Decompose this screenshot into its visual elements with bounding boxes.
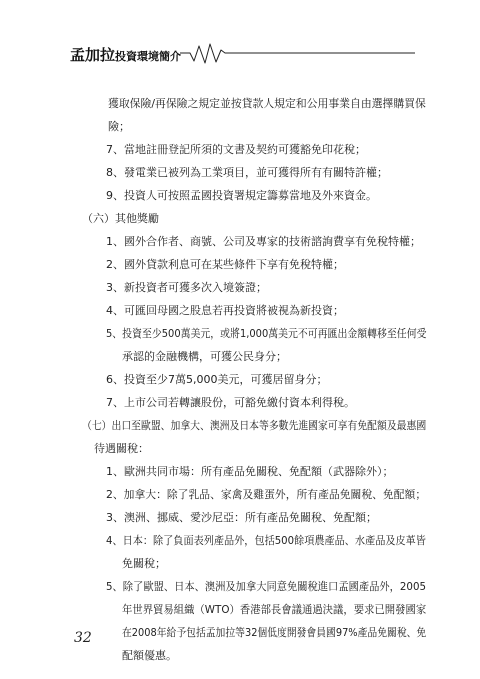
list-item-continuation: 年世界貿易組織（WTO）香港部長會議通過決議，要求已開發國家 bbox=[122, 603, 427, 616]
list-item: 8、發電業已被列為工業項目，並可獲得所有有關特許權； bbox=[106, 166, 388, 179]
text-line: 險； bbox=[108, 120, 130, 133]
list-item: 5、投資至少500萬美元，或將1,000萬美元不可再匯出金額轉移至任何受 bbox=[106, 327, 427, 340]
text-line: 獲取保險/再保險之規定並按貸款人規定和公用事業自由選擇購買保 bbox=[108, 97, 426, 110]
list-item: 1、歐洲共同市場：所有產品免關稅、免配額（武器除外）； bbox=[106, 465, 394, 478]
list-item-continuation: 承認的金融機構，可獲公民身分； bbox=[122, 350, 287, 363]
section-heading-continuation: 待遇關稅： bbox=[94, 442, 149, 455]
list-item: 2、加拿大：除了乳品、家禽及雞蛋外，所有產品免關稅、免配額； bbox=[106, 488, 427, 501]
section-heading: （七）出口至歐盟、加拿大、澳洲及日本等多數先進國家可享有免配額及最惠國 bbox=[82, 419, 427, 432]
pulse-line-decoration bbox=[180, 40, 415, 70]
list-item: 5、除了歐盟、日本、澳洲及加拿大同意免關稅進口孟國產品外，2005 bbox=[106, 580, 427, 593]
list-item: 9、投資人可按照孟國投資署規定籌募當地及外來資金。 bbox=[106, 189, 377, 202]
list-item: 4、可匯回母國之股息若再投資將被視為新投資； bbox=[106, 304, 344, 317]
running-title-main: 孟加拉 bbox=[70, 46, 116, 64]
list-item: 7、當地註冊登記所須的文書及契約可獲豁免印花稅； bbox=[106, 143, 366, 156]
list-item: 6、投資至少7萬5,000美元，可獲居留身分； bbox=[106, 373, 328, 386]
page-number: 32 bbox=[74, 630, 92, 646]
list-item: 2、國外貸款利息可在某些條件下享有免稅特權； bbox=[106, 258, 344, 271]
list-item: 4、日本：除了負面表列產品外，包括500餘項農產品、水產品及皮革皆 bbox=[106, 534, 426, 547]
page-header bbox=[70, 40, 415, 70]
list-item: 3、澳洲、挪威、愛沙尼亞：所有產品免關稅、免配額； bbox=[106, 511, 377, 524]
list-item: 3、新投資者可獲多次入境簽證； bbox=[106, 281, 267, 294]
list-item-continuation: 在2008年給予包括孟加拉等32個低度開發會員國97%產品免關稅、免 bbox=[122, 626, 427, 639]
running-title bbox=[70, 44, 181, 65]
list-item-continuation: 免關稅； bbox=[122, 557, 166, 570]
list-item: 1、國外合作者、商號、公司及專家的技術諮詢費享有免稅特權； bbox=[106, 235, 421, 248]
list-item: 7、上市公司若轉讓股份，可豁免繳付資本利得稅。 bbox=[106, 396, 355, 409]
running-title-sub: 投資環境簡介 bbox=[115, 50, 182, 63]
list-item-continuation: 配額優惠。 bbox=[122, 649, 177, 662]
section-heading: （六）其他獎勵 bbox=[82, 212, 159, 225]
